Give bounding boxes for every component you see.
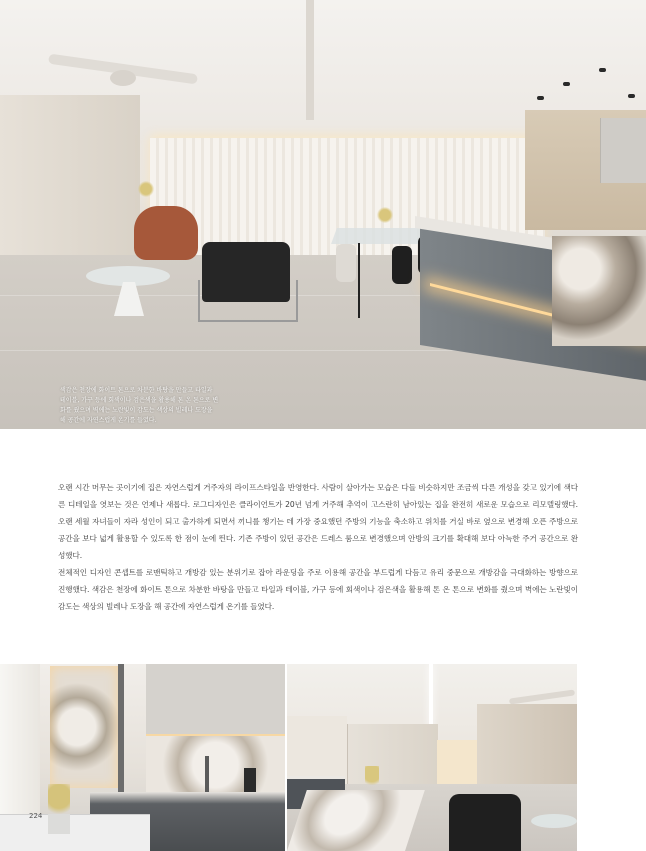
marble-panel <box>552 236 646 346</box>
flower-vase <box>377 204 393 226</box>
dining-chair <box>392 246 412 284</box>
upper-cabinets <box>146 664 285 736</box>
flower-vase <box>365 766 379 796</box>
hallway-photo <box>287 664 577 851</box>
photo-caption <box>60 386 240 426</box>
caption-line: 화를 줬으며 벽에는 노란빛이 감도는 색상의 빌레나 도장을 <box>60 407 213 414</box>
black-sofa <box>449 794 521 851</box>
plant <box>138 178 154 200</box>
downlight <box>537 96 544 100</box>
marble-table <box>287 790 425 851</box>
flower-vase <box>48 784 70 834</box>
downlight <box>563 82 570 86</box>
marble-backsplash <box>146 736 285 794</box>
caption-line: 색감은 천장에 화이트 톤으로 차분한 바탕을 만들고 타일과 <box>60 387 213 394</box>
table-leg <box>358 243 360 318</box>
article-paragraph: 전체적인 디자인 콘셉트를 로맨틱하고 개방감 있는 분위기로 잡아 라운딩을 주로 이용해 공간을 부드럽게 다듬고 유리 중문으로 개방감을 극대화하는 방향으로 진행했다. 색감은 천장에 화이트 톤으로 차분한 바탕을 만들고 타일과 테이블, 가구 등에 회색이나 검은색을 활용해 톤 온 톤으로 변화를 줬으며 벽에는 노란빛이 감도는 색상의 빌레나 도장을 해 공간에 자연스럽게 온기를 들였다. <box>58 568 578 611</box>
glass-door-frame <box>118 664 124 804</box>
ceiling-fan-hub <box>110 70 136 86</box>
downlight <box>628 94 635 98</box>
ceiling-fan-icon <box>509 689 575 704</box>
dining-chair <box>336 244 356 282</box>
glass-side-table <box>531 814 577 828</box>
black-sofa <box>202 242 290 302</box>
kitchen-photo <box>0 664 285 851</box>
caption-line: 해 공간에 자연스럽게 온기를 들였다. <box>60 417 157 424</box>
article-body <box>58 479 578 615</box>
page-number: 224 <box>29 812 43 820</box>
downlight <box>599 68 606 72</box>
kitchen-cabinet <box>600 118 646 183</box>
marble-niche <box>50 666 118 788</box>
left-wall <box>0 95 140 275</box>
lounge-chair <box>134 206 198 260</box>
hallway-end-glow <box>437 740 477 784</box>
hallway-doors <box>347 724 438 790</box>
ceiling-beam <box>306 0 314 120</box>
article-paragraph: 오랜 시간 머무는 곳이기에 집은 자연스럽게 거주자의 라이프스타일을 반영한다. 사람이 살아가는 모습은 다들 비슷하지만 조금씩 다른 개성을 갖고 있기에 색다른 디테일을 엿보는 것은 언제나 새롭다. 로그디자인은 클라이언트가 20년 넘게 거주해 추억이 고스란히 남아있는 집을 완전히 새로운 모습으로 리모델링했다. 오랜 세월 자녀들이 자라 성인이 되고 출가하게 되면서 끼니를 챙기는 데 가장 중요했던 주방의 기능을 축소하고 위치를 거실 바로 옆으로 변경해 오픈 주방으로 공간을 보다 넓게 활용할 수 있도록 한 점이 눈에 띈다. 기존 주방이 있던 공간은 드레스 룸으로 변경했으며 안방의 크기를 확대해 보다 아늑한 주거 공간으로 완성했다. <box>58 483 578 560</box>
dining-table-foreground <box>0 814 150 851</box>
caption-line: 테이블, 가구 등에 회색이나 검은색을 활용해 톤 온 톤으로 변 <box>60 397 219 404</box>
